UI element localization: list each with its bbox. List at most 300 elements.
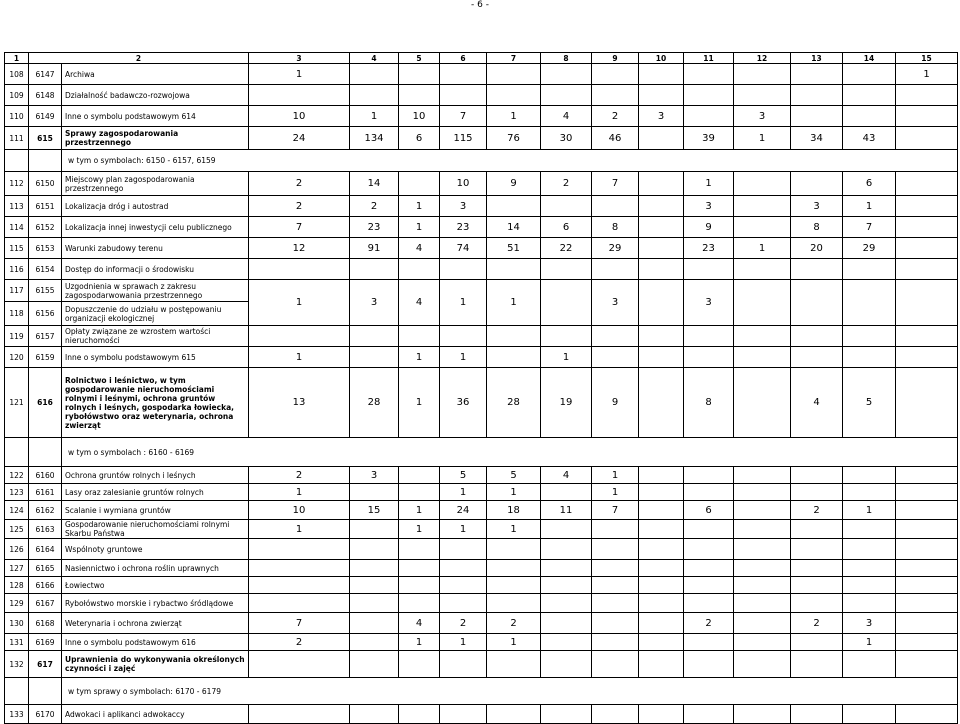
table-row	[5, 594, 958, 613]
value-cell	[843, 539, 896, 560]
value-cell	[734, 501, 791, 520]
description-cell: Lasy oraz zalesianie gruntów rolnych	[62, 484, 249, 501]
row-number-cell: 110	[5, 106, 29, 127]
value-cell: 1	[843, 501, 896, 520]
symbol-cell: 6152	[29, 217, 62, 238]
value-cell: 14	[487, 217, 541, 238]
symbol-cell: 6169	[29, 634, 62, 651]
table-row	[5, 172, 958, 196]
value-cell: 10	[440, 172, 487, 196]
value-cell	[791, 651, 843, 678]
row-number-cell: 120	[5, 347, 29, 368]
value-cell: 1	[399, 368, 440, 438]
value-cell	[541, 196, 592, 217]
row-number-cell: 122	[5, 467, 29, 484]
value-cell	[684, 577, 734, 594]
header-cell: 15	[896, 53, 958, 64]
row-number-cell: 111	[5, 127, 29, 150]
symbol-cell: 6168	[29, 613, 62, 634]
value-cell: 1	[440, 520, 487, 539]
value-cell: 28	[487, 368, 541, 438]
row-number-cell: 113	[5, 196, 29, 217]
table-row	[5, 326, 958, 347]
table-row	[5, 560, 958, 577]
value-cell: 1	[843, 196, 896, 217]
note-cell: w tym o symbolach : 6160 - 6169	[62, 438, 958, 467]
value-cell	[487, 326, 541, 347]
value-cell	[791, 560, 843, 577]
table-row	[5, 238, 958, 259]
value-cell	[592, 326, 639, 347]
row-number-cell: 125	[5, 520, 29, 539]
symbol-cell: 615	[29, 127, 62, 150]
value-cell	[843, 594, 896, 613]
value-cell: 51	[487, 238, 541, 259]
value-cell	[350, 539, 399, 560]
row-number-cell: 130	[5, 613, 29, 634]
description-cell: Inne o symbolu podstawowym 615	[62, 347, 249, 368]
value-cell	[843, 520, 896, 539]
value-cell	[541, 613, 592, 634]
value-cell	[350, 326, 399, 347]
value-cell	[592, 560, 639, 577]
value-cell	[350, 613, 399, 634]
value-cell	[592, 613, 639, 634]
value-cell	[843, 347, 896, 368]
value-cell	[734, 467, 791, 484]
value-cell	[684, 520, 734, 539]
value-cell	[843, 484, 896, 501]
value-cell	[399, 64, 440, 85]
value-cell	[440, 705, 487, 724]
value-cell: 20	[791, 238, 843, 259]
value-cell	[684, 259, 734, 280]
value-cell	[541, 705, 592, 724]
value-cell: 7	[440, 106, 487, 127]
value-cell	[639, 64, 684, 85]
value-cell	[896, 326, 958, 347]
empty-cell	[29, 150, 62, 172]
value-cell: 1	[399, 217, 440, 238]
header-cell: 5	[399, 53, 440, 64]
value-cell	[791, 172, 843, 196]
value-cell	[440, 594, 487, 613]
symbol-cell: 6153	[29, 238, 62, 259]
description-cell: Łowiectwo	[62, 577, 249, 594]
value-cell	[639, 705, 684, 724]
value-cell: 6	[684, 501, 734, 520]
value-cell	[440, 560, 487, 577]
value-cell	[440, 539, 487, 560]
value-cell: 2	[440, 613, 487, 634]
value-cell	[684, 539, 734, 560]
value-cell: 1	[592, 467, 639, 484]
row-number-cell: 131	[5, 634, 29, 651]
value-cell: 11	[541, 501, 592, 520]
value-cell: 1	[350, 106, 399, 127]
value-cell	[399, 577, 440, 594]
header-row	[5, 53, 958, 64]
value-cell	[487, 539, 541, 560]
table-row	[5, 280, 958, 302]
value-cell	[734, 594, 791, 613]
value-cell	[684, 106, 734, 127]
value-cell: 15	[350, 501, 399, 520]
value-cell	[350, 484, 399, 501]
value-cell	[896, 634, 958, 651]
value-cell	[487, 259, 541, 280]
table-row	[5, 217, 958, 238]
value-cell: 4	[541, 467, 592, 484]
value-cell	[684, 326, 734, 347]
value-cell	[896, 484, 958, 501]
value-cell	[350, 705, 399, 724]
description-cell: Wspólnoty gruntowe	[62, 539, 249, 560]
value-cell: 6	[541, 217, 592, 238]
value-cell	[541, 577, 592, 594]
value-cell	[541, 520, 592, 539]
value-cell: 2	[249, 196, 350, 217]
value-cell	[896, 106, 958, 127]
value-cell	[592, 85, 639, 106]
symbol-cell: 6154	[29, 259, 62, 280]
symbol-cell: 6147	[29, 64, 62, 85]
value-cell	[734, 560, 791, 577]
table-row	[5, 259, 958, 280]
value-cell: 13	[249, 368, 350, 438]
description-cell: Dopuszczenie do udziału w postępowaniu organizacji ekologicznej	[62, 302, 249, 326]
description-cell: Adwokaci i aplikanci adwokaccy	[62, 705, 249, 724]
value-cell	[896, 347, 958, 368]
value-cell	[350, 594, 399, 613]
value-cell	[896, 172, 958, 196]
value-cell	[487, 577, 541, 594]
value-cell: 46	[592, 127, 639, 150]
value-cell	[249, 651, 350, 678]
value-cell: 1	[734, 238, 791, 259]
value-cell: 1	[399, 347, 440, 368]
empty-cell	[29, 678, 62, 705]
value-cell	[896, 217, 958, 238]
value-cell: 115	[440, 127, 487, 150]
header-cell: 9	[592, 53, 639, 64]
value-cell: 1	[249, 520, 350, 539]
value-cell: 24	[440, 501, 487, 520]
value-cell: 8	[684, 368, 734, 438]
description-cell: Uzgodnienia w sprawach z zakresu zagospodarwowania przestrzennego	[62, 280, 249, 302]
value-cell: 7	[592, 501, 639, 520]
value-cell	[350, 577, 399, 594]
value-cell: 1	[249, 347, 350, 368]
value-cell: 29	[592, 238, 639, 259]
value-cell	[896, 127, 958, 150]
value-cell: 3	[592, 280, 639, 326]
value-cell	[896, 501, 958, 520]
value-cell: 6	[843, 172, 896, 196]
value-cell	[592, 705, 639, 724]
table-row	[5, 613, 958, 634]
value-cell	[896, 705, 958, 724]
value-cell	[440, 651, 487, 678]
table-row	[5, 64, 958, 85]
value-cell	[639, 326, 684, 347]
symbol-cell: 6170	[29, 705, 62, 724]
value-cell: 1	[440, 280, 487, 326]
value-cell: 1	[440, 634, 487, 651]
value-cell	[592, 539, 639, 560]
value-cell: 1	[440, 347, 487, 368]
value-cell	[843, 85, 896, 106]
value-cell	[791, 467, 843, 484]
value-cell	[734, 196, 791, 217]
value-cell	[843, 705, 896, 724]
value-cell: 2	[541, 172, 592, 196]
row-number-cell: 112	[5, 172, 29, 196]
value-cell	[734, 520, 791, 539]
value-cell	[791, 484, 843, 501]
value-cell: 3	[684, 196, 734, 217]
value-cell	[734, 613, 791, 634]
value-cell: 1	[541, 347, 592, 368]
value-cell: 1	[249, 64, 350, 85]
value-cell	[399, 172, 440, 196]
row-number-cell: 127	[5, 560, 29, 577]
value-cell: 18	[487, 501, 541, 520]
header-cell: 3	[249, 53, 350, 64]
value-cell	[440, 259, 487, 280]
value-cell	[684, 651, 734, 678]
value-cell: 2	[249, 634, 350, 651]
value-cell	[639, 577, 684, 594]
value-cell	[592, 347, 639, 368]
value-cell	[639, 651, 684, 678]
value-cell	[487, 594, 541, 613]
value-cell	[249, 259, 350, 280]
value-cell: 23	[684, 238, 734, 259]
value-cell	[896, 577, 958, 594]
value-cell	[684, 347, 734, 368]
value-cell: 39	[684, 127, 734, 150]
value-cell	[734, 484, 791, 501]
value-cell: 8	[791, 217, 843, 238]
value-cell	[639, 634, 684, 651]
symbol-cell: 6165	[29, 560, 62, 577]
value-cell: 7	[249, 217, 350, 238]
subheading-row	[5, 678, 958, 705]
value-cell	[592, 577, 639, 594]
value-cell	[639, 259, 684, 280]
value-cell	[487, 560, 541, 577]
row-number-cell: 128	[5, 577, 29, 594]
value-cell: 3	[350, 280, 399, 326]
value-cell: 91	[350, 238, 399, 259]
header-cell: 8	[541, 53, 592, 64]
table-row	[5, 85, 958, 106]
value-cell: 1	[399, 520, 440, 539]
value-cell	[791, 259, 843, 280]
symbol-cell: 617	[29, 651, 62, 678]
value-cell	[639, 172, 684, 196]
description-cell: Inne o symbolu podstawowym 614	[62, 106, 249, 127]
value-cell	[399, 259, 440, 280]
value-cell: 1	[399, 501, 440, 520]
value-cell	[440, 577, 487, 594]
row-number-cell: 118	[5, 302, 29, 326]
description-cell: Warunki zabudowy terenu	[62, 238, 249, 259]
value-cell	[843, 259, 896, 280]
value-cell	[684, 85, 734, 106]
value-cell	[896, 594, 958, 613]
value-cell	[896, 539, 958, 560]
table-row	[5, 651, 958, 678]
row-number-cell: 114	[5, 217, 29, 238]
table-row	[5, 127, 958, 150]
row-number-cell: 126	[5, 539, 29, 560]
value-cell: 43	[843, 127, 896, 150]
value-cell: 2	[249, 467, 350, 484]
value-cell	[350, 259, 399, 280]
value-cell	[843, 64, 896, 85]
value-cell	[541, 560, 592, 577]
value-cell: 8	[592, 217, 639, 238]
value-cell	[896, 238, 958, 259]
empty-cell	[5, 438, 29, 467]
value-cell	[639, 613, 684, 634]
header-cell: 10	[639, 53, 684, 64]
value-cell	[896, 259, 958, 280]
value-cell	[639, 217, 684, 238]
value-cell	[791, 85, 843, 106]
description-cell: Rybołówstwo morskie i rybactwo śródlądowe	[62, 594, 249, 613]
value-cell	[734, 64, 791, 85]
description-cell: Sprawy zagospodarowania przestrzennego	[62, 127, 249, 150]
table-row	[5, 634, 958, 651]
value-cell	[541, 594, 592, 613]
subheading-row	[5, 150, 958, 172]
value-cell	[791, 520, 843, 539]
value-cell	[249, 539, 350, 560]
description-cell: Ochrona gruntów rolnych i leśnych	[62, 467, 249, 484]
value-cell	[896, 560, 958, 577]
row-number-cell: 119	[5, 326, 29, 347]
description-cell: Archiwa	[62, 64, 249, 85]
value-cell	[639, 196, 684, 217]
symbol-cell: 6150	[29, 172, 62, 196]
value-cell	[734, 539, 791, 560]
empty-cell	[29, 438, 62, 467]
value-cell	[249, 577, 350, 594]
value-cell	[639, 467, 684, 484]
symbol-cell: 6163	[29, 520, 62, 539]
value-cell: 12	[249, 238, 350, 259]
value-cell: 2	[487, 613, 541, 634]
value-cell: 24	[249, 127, 350, 150]
value-cell: 9	[684, 217, 734, 238]
symbol-cell: 6148	[29, 85, 62, 106]
value-cell	[734, 368, 791, 438]
value-cell	[487, 196, 541, 217]
value-cell	[487, 347, 541, 368]
row-number-cell: 133	[5, 705, 29, 724]
value-cell	[843, 577, 896, 594]
value-cell: 1	[487, 484, 541, 501]
value-cell	[734, 280, 791, 326]
value-cell	[639, 560, 684, 577]
value-cell: 9	[592, 368, 639, 438]
description-cell: Inne o symbolu podstawowym 616	[62, 634, 249, 651]
page-number: - 6 -	[471, 0, 489, 10]
value-cell	[639, 594, 684, 613]
description-cell: Dostęp do informacji o środowisku	[62, 259, 249, 280]
symbol-cell: 6164	[29, 539, 62, 560]
description-cell: Weterynaria i ochrona zwierząt	[62, 613, 249, 634]
value-cell	[639, 484, 684, 501]
value-cell	[541, 651, 592, 678]
value-cell: 23	[350, 217, 399, 238]
value-cell	[896, 368, 958, 438]
description-cell: Nasiennictwo i ochrona roślin uprawnych	[62, 560, 249, 577]
value-cell	[896, 613, 958, 634]
empty-cell	[5, 678, 29, 705]
value-cell	[541, 85, 592, 106]
row-number-cell: 129	[5, 594, 29, 613]
value-cell	[440, 64, 487, 85]
value-cell	[639, 127, 684, 150]
value-cell	[896, 85, 958, 106]
description-cell: Gospodarowanie nieruchomościami rolnymi Skarbu Państwa	[62, 520, 249, 539]
table-row	[5, 484, 958, 501]
value-cell	[592, 196, 639, 217]
value-cell	[791, 280, 843, 326]
value-cell	[350, 560, 399, 577]
value-cell	[684, 560, 734, 577]
value-cell: 4	[399, 613, 440, 634]
row-number-cell: 123	[5, 484, 29, 501]
row-number-cell: 121	[5, 368, 29, 438]
header-cell: 4	[350, 53, 399, 64]
value-cell: 3	[440, 196, 487, 217]
value-cell	[399, 705, 440, 724]
symbol-cell: 6162	[29, 501, 62, 520]
row-number-cell: 117	[5, 280, 29, 302]
value-cell	[350, 85, 399, 106]
value-cell: 19	[541, 368, 592, 438]
value-cell	[592, 594, 639, 613]
value-cell: 1	[843, 634, 896, 651]
value-cell	[639, 347, 684, 368]
value-cell	[541, 280, 592, 326]
value-cell	[734, 85, 791, 106]
value-cell	[639, 85, 684, 106]
header-cell: 12	[734, 53, 791, 64]
value-cell	[896, 280, 958, 326]
value-cell: 3	[684, 280, 734, 326]
value-cell: 10	[249, 106, 350, 127]
value-cell: 2	[684, 613, 734, 634]
value-cell	[791, 326, 843, 347]
value-cell	[399, 467, 440, 484]
value-cell	[791, 347, 843, 368]
value-cell: 3	[350, 467, 399, 484]
value-cell	[350, 520, 399, 539]
description-cell: Miejscowy plan zagospodarowania przestrzennego	[62, 172, 249, 196]
value-cell	[249, 705, 350, 724]
value-cell	[791, 594, 843, 613]
value-cell	[684, 64, 734, 85]
value-cell	[896, 520, 958, 539]
value-cell: 2	[592, 106, 639, 127]
value-cell: 36	[440, 368, 487, 438]
